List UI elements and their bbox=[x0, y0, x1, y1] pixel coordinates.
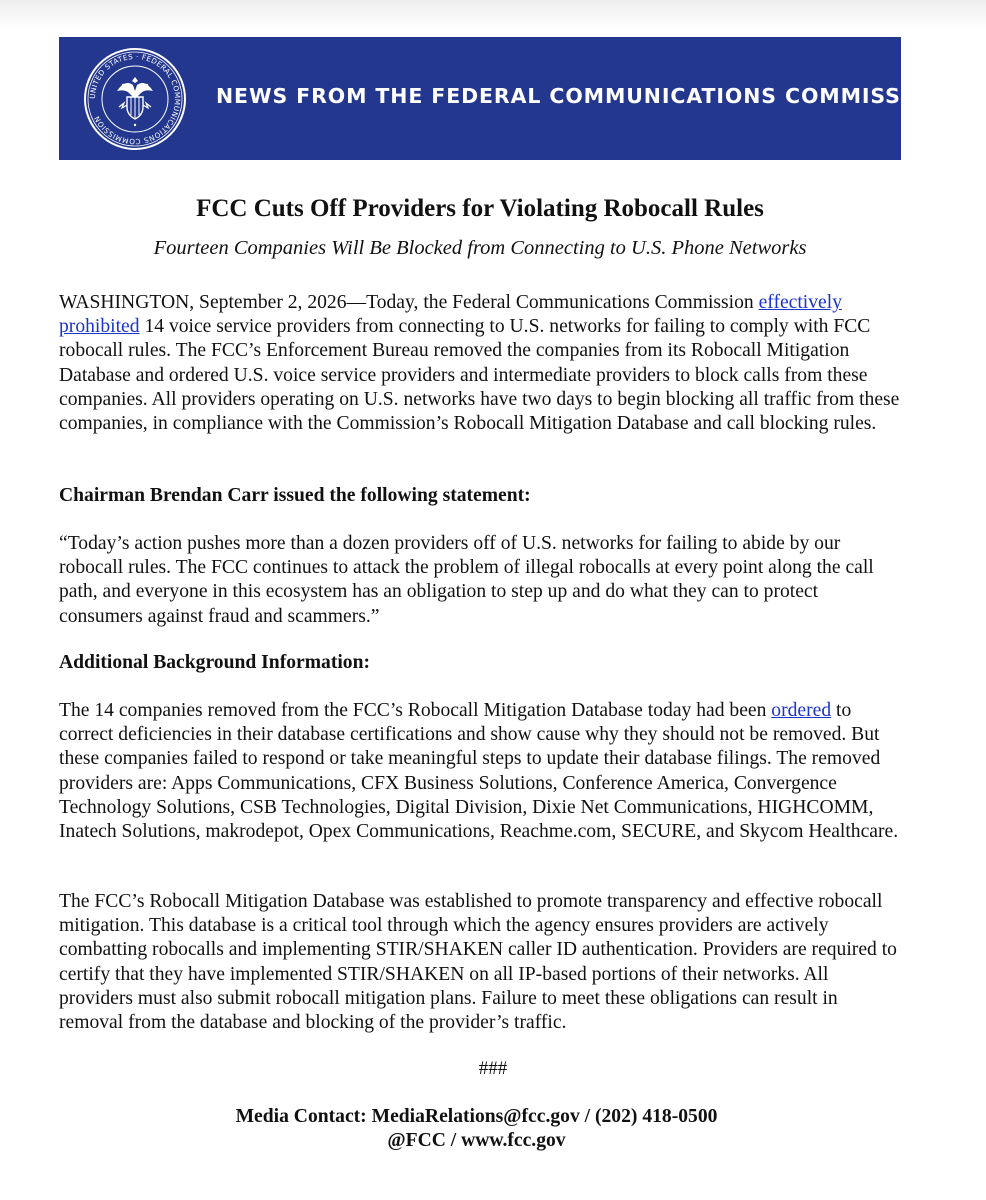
fcc-news-banner bbox=[59, 37, 946, 160]
effectively-prohibited-link[interactable]: effectively prohibited bbox=[59, 292, 842, 338]
banner-title: NEWS FROM THE FEDERAL COMMUNICATIONS COMMISSION bbox=[216, 84, 946, 108]
background-paragraph-2: The FCC’s Robocall Mitigation Database was established to promote transparency and effective robocall mitigation. This database is a critical tool through which the agency ensures providers are actively combatting robocalls and implementing STIR/SHAKEN caller ID authentication. Providers are required to certify that they have implemented STIR/SHAKEN on all IP-based portions of their networks. All providers must also submit robocall mitigation plans. Failure to meet these obligations can result in removal from the database and blocking of the provider’s traffic. bbox=[59, 891, 897, 1034]
page-subtitle: Fourteen Companies Will Be Blocked from Connecting to U.S. Phone Networks bbox=[153, 237, 807, 259]
intro-text-start: WASHINGTON, September 2, 2026—Today, the Federal Communications Commission bbox=[59, 292, 759, 313]
fcc-seal-icon bbox=[83, 47, 187, 151]
intro-paragraph bbox=[59, 291, 905, 436]
page-top-shadow bbox=[0, 0, 986, 30]
background-paragraph-1 bbox=[59, 699, 905, 844]
statement-heading: Chairman Brendan Carr issued the following statement: bbox=[59, 485, 531, 506]
chairman-quote: “Today’s action pushes more than a dozen providers off of U.S. networks for failing to abide by our robocall rules. The FCC continues to attack the problem of illegal robocalls at every point along the call path, and everyone in this ecosystem has an obligation to step up and do what they can to protect consumers against fraud and scammers.” bbox=[59, 533, 874, 627]
intro-text-end: 14 voice service providers from connecting to U.S. networks for failing to comply with FCC robocall rules. The FCC’s Enforcement Bureau removed the companies from its Robocall Mitigation Database and ordered U.S. voice service providers and intermediate providers to block calls from these companies. All providers operating on U.S. networks have two days to begin blocking all traffic from these companies, in compliance with the Commission’s Robocall Mitigation Database and call blocking rules. bbox=[59, 316, 900, 435]
svg-text:UNITED STATES · FEDERAL COMMUN: UNITED STATES · FEDERAL COMMUNICATIONS COMMISSION bbox=[87, 51, 183, 147]
end-of-release-mark: ### bbox=[478, 1058, 508, 1079]
social-and-website: @FCC / www.fcc.gov bbox=[387, 1130, 566, 1151]
page-title: FCC Cuts Off Providers for Violating Robocall Rules bbox=[196, 195, 764, 222]
ordered-link[interactable]: ordered bbox=[771, 700, 832, 721]
media-contact: Media Contact: MediaRelations@fcc.gov / (202) 418-0500 bbox=[235, 1106, 718, 1127]
background-heading: Additional Background Information: bbox=[59, 652, 371, 673]
background1-text-start: The 14 companies removed from the FCC’s Robocall Mitigation Database today had been bbox=[59, 700, 772, 721]
background1-text-end: to correct deficiencies in their database certifications and show cause why they should not be removed. But these companies failed to respond or take meaningful steps to update their database filings. The removed providers are: Apps Communications, CFX Business Solutions, Conference America, Convergence Technology Solutions, CSB Technologies, Digital Division, Dixie Net Communications, HIGHCOMM, Inatech Solutions, makrodepot, Opex Communications, Reachme.com, SECURE, and Skycom Healthcare. bbox=[59, 700, 899, 843]
